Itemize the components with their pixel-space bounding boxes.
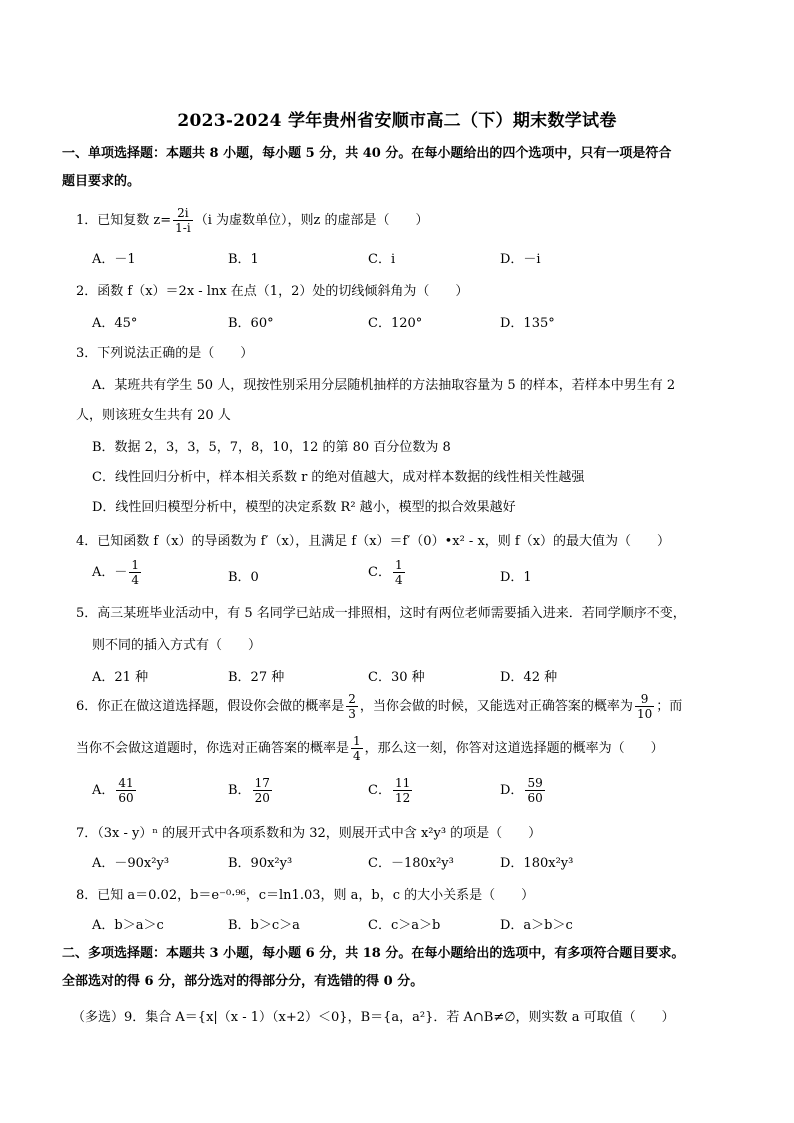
section-1-header xyxy=(62,140,742,196)
q6-d-num: 59 xyxy=(527,776,543,790)
q1-option-a[interactable]: A．－1 xyxy=(92,252,136,267)
q2-option-b[interactable]: B．60° xyxy=(228,316,274,331)
q1-fraction xyxy=(173,206,193,235)
q4-option-b[interactable]: B．0 xyxy=(228,570,259,585)
q7-option-d[interactable]: D．180x²y³ xyxy=(500,856,574,871)
q6-option-c-label: C． xyxy=(368,783,391,798)
q6-f2-num: 9 xyxy=(635,692,654,707)
q5-option-c[interactable]: C．30 种 xyxy=(368,670,425,685)
q6-f1-num: 2 xyxy=(348,692,356,706)
q4-c-frac-den: 4 xyxy=(394,573,403,587)
q6-option-d[interactable] xyxy=(500,776,547,805)
q6-l2a: 当你不会做这道题时，你选对正确答案的概率是 xyxy=(76,741,350,756)
q5-option-b[interactable]: B．27 种 xyxy=(228,670,285,685)
q4-c-frac-num: 1 xyxy=(394,558,403,572)
section-2-line2: 全部选对的得 6 分，部分选对的得部分分，有选错的得 0 分。 xyxy=(62,974,424,989)
q1-post: （i 为虚数单位），则z 的虚部是（ ） xyxy=(194,213,429,228)
q6-b-den: 20 xyxy=(254,791,270,805)
q2-option-c[interactable]: C．120° xyxy=(368,316,423,331)
q6-a-fraction xyxy=(116,776,135,805)
question-1 xyxy=(76,206,428,235)
q4-c-fraction xyxy=(393,558,405,587)
q8-option-d[interactable]: D．a＞b＞c xyxy=(500,918,573,933)
q6-option-c[interactable] xyxy=(368,776,414,805)
q3-option-d[interactable]: D．线性回归模型分析中，模型的决定系数 R² 越小，模型的拟合效果越好 xyxy=(92,500,516,515)
q4-option-c[interactable] xyxy=(368,558,407,587)
question-9: （多选）9．集合 A＝{x|（x - 1）（x+2）＜0}，B＝{a，a²}．若 A∩B≠∅，则实数 a 可取值（ ） xyxy=(72,1010,675,1025)
q5-option-d[interactable]: D．42 种 xyxy=(500,670,558,685)
q3-option-a-line1[interactable]: A．某班共有学生 50 人，现按性别采用分层随机抽样的方法抽取容量为 5 的样本，若样本中男生有 2 xyxy=(92,378,676,393)
q4-a-fraction xyxy=(129,558,141,587)
q6-frac-3 xyxy=(351,734,363,763)
question-6-line2 xyxy=(76,734,664,763)
exam-title: 2023-2024 学年贵州省安顺市高二（下）期末数学试卷 xyxy=(177,111,617,131)
q6-a-num: 41 xyxy=(118,776,134,790)
question-4: 4．已知函数 f（x）的导函数为 f′（x），且满足 f（x）＝f′（0）•x² - x，则 f（x）的最大值为（ ） xyxy=(76,534,671,549)
section-1-line1: 一、单项选择题：本题共 8 小题，每小题 5 分，共 40 分。在每小题给出的四个选项中，只有一项是符合 xyxy=(62,146,672,161)
q8-option-c[interactable]: C．c＞a＞b xyxy=(368,918,441,933)
section-2-header xyxy=(62,940,742,996)
q6-option-d-label: D． xyxy=(500,783,524,798)
q7-option-c[interactable]: C．－180x²y³ xyxy=(368,856,454,871)
q6-f1-den: 3 xyxy=(348,707,356,721)
q6-d-den: 60 xyxy=(527,791,543,805)
q2-option-d[interactable]: D．135° xyxy=(500,316,555,331)
q6-f3-num: 1 xyxy=(353,734,361,748)
q7-option-b[interactable]: B．90x²y³ xyxy=(228,856,293,871)
section-1-line2: 题目要求的。 xyxy=(62,174,141,189)
q4-option-d[interactable]: D．1 xyxy=(500,570,532,585)
q6-frac-1 xyxy=(346,692,358,721)
q1-option-d[interactable]: D．－i xyxy=(500,252,541,267)
q3-option-b[interactable]: B．数据 2，3，3，5，7，8，10，12 的第 80 百分位数为 8 xyxy=(92,440,451,455)
q3-option-c[interactable]: C．线性回归分析中，样本相关系数 r 的绝对值越大，成对样本数据的线性相关性越强 xyxy=(92,470,585,485)
q4-a-frac-num: 1 xyxy=(131,558,140,572)
q8-option-b[interactable]: B．b＞c＞a xyxy=(228,918,300,933)
q6-d-fraction xyxy=(525,776,544,805)
q6-b-fraction xyxy=(253,776,272,805)
q1-pre: 1．已知复数 z= xyxy=(76,213,172,228)
question-5-line1: 5．高三某班毕业活动中，有 5 名同学已站成一排照相，这时有两位老师需要插入进来．若同学顺序不变， xyxy=(76,606,686,621)
q1-option-b[interactable]: B．1 xyxy=(228,252,259,267)
q4-a-frac-den: 4 xyxy=(131,573,140,587)
q8-option-a[interactable]: A．b＞a＞c xyxy=(92,918,164,933)
question-6-line1 xyxy=(76,692,682,721)
section-2-line1: 二、多项选择题：本题共 3 小题，每小题 6 分，共 18 分。在每小题给出的选项中，有多项符合题目要求。 xyxy=(62,946,685,961)
q1-option-c[interactable]: C．i xyxy=(368,252,396,267)
q1-frac-den: 1-i xyxy=(175,221,191,235)
q6-c-den: 12 xyxy=(394,791,411,805)
q6-frac-2 xyxy=(635,692,654,721)
q6-c-num: 11 xyxy=(394,776,411,790)
question-8: 8．已知 a＝0.02，b＝e⁻⁰·⁹⁶，c＝ln1.03，则 a，b，c 的大小关系是（ ） xyxy=(76,888,535,903)
question-3: 3．下列说法正确的是（ ） xyxy=(76,346,254,361)
q6-c-fraction xyxy=(393,776,412,805)
q4-option-a-label: A．－ xyxy=(92,565,128,580)
q4-option-c-label: C． xyxy=(368,565,391,580)
question-2: 2．函数 f（x）＝2x - lnx 在点（1，2）处的切线倾斜角为（ ） xyxy=(76,284,469,299)
q6-f3-den: 4 xyxy=(353,749,361,763)
q6-option-b[interactable] xyxy=(228,776,274,805)
q2-option-a[interactable]: A．45° xyxy=(92,316,138,331)
q5-option-a[interactable]: A．21 种 xyxy=(92,670,149,685)
q7-option-a[interactable]: A．－90x²y³ xyxy=(92,856,170,871)
q6-l1a: 6．你正在做这道选择题，假设你会做的概率是 xyxy=(76,699,345,714)
q6-f2-den: 10 xyxy=(636,707,653,721)
q4-option-a[interactable] xyxy=(92,558,143,587)
q3-option-a-line2: 人，则该班女生共有 20 人 xyxy=(76,408,231,423)
q1-frac-num: 2i xyxy=(173,206,193,221)
q6-l1c: ；而 xyxy=(656,699,683,714)
q6-a-den: 60 xyxy=(118,791,134,805)
q6-option-b-label: B． xyxy=(228,783,251,798)
q6-option-a-label: A． xyxy=(92,783,115,798)
q6-b-num: 17 xyxy=(254,776,270,790)
q6-l2b: ，那么这一刻，你答对这道选择题的概率为（ ） xyxy=(364,741,664,756)
question-5-line2: 则不同的插入方式有（ ） xyxy=(92,638,262,653)
q6-l1b: ，当你会做的时候，又能选对正确答案的概率为 xyxy=(359,699,633,714)
q6-option-a[interactable] xyxy=(92,776,138,805)
question-7: 7．（3x - y）ⁿ 的展开式中各项系数和为 32，则展开式中含 x²y³ 的项是（ ） xyxy=(76,826,542,841)
